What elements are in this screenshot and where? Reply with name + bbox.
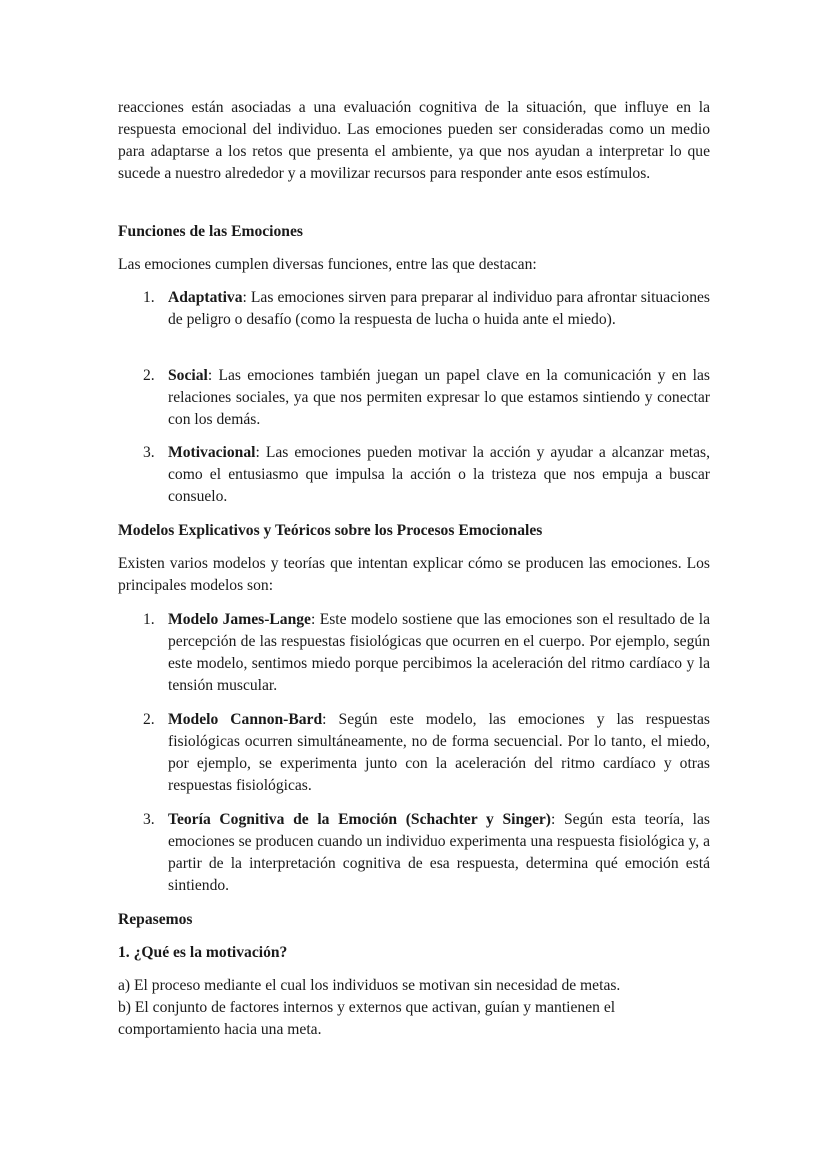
funciones-item-3-term: Motivacional [168,444,256,461]
funciones-item-3 [168,442,710,508]
modelos-item-3-text: : Según esta teoría, las emociones se producen cuando un individuo experimenta una respuesta fisiológica y, a partir de la interpretación cognitiva de esa respuesta, determina qué emoción está sintiendo. [168,811,711,894]
modelos-item-1-term: Modelo James-Lange [168,611,311,628]
modelos-item-3-term: Teoría Cognitiva de la Emoción (Schachter y Singer) [168,811,551,828]
funciones-item-2-number: 2. [143,367,155,384]
repasemos-heading: Repasemos [118,911,193,928]
modelos-item-3-number: 3. [143,811,155,828]
modelos-item-2-term: Modelo Cannon-Bard [168,711,323,728]
intro-paragraph: reacciones están asociadas a una evaluación cognitiva de la situación, que influye en la respuesta emocional del individuo. Las emociones pueden ser consideradas como un medio para adaptarse a los retos que presenta el ambiente, ya que nos ayudan a interpretar lo que sucede a nuestro alrededor y a movilizar recursos para responder ante esos estímulos. [118,99,710,182]
funciones-item-2 [168,365,710,431]
funciones-item-1 [168,287,710,331]
modelos-item-1-number: 1. [143,611,155,628]
modelos-item-2 [168,709,710,797]
modelos-item-2-number: 2. [143,711,155,728]
modelos-intro: Existen varios modelos y teorías que intentan explicar cómo se producen las emociones. Los principales modelos son: [118,555,710,594]
modelos-item-1-text: : Este modelo sostiene que las emociones son el resultado de la percepción de las respuestas fisiológicas que ocurren en el cuerpo. Por ejemplo, según este modelo, sentimos miedo porque percibimos la aceleración del ritmo cardíaco y la tensión muscular. [168,611,710,694]
option-b: b) El conjunto de factores internos y externos que activan, guían y mantienen el comportamiento hacia una meta. [118,999,616,1038]
funciones-item-3-number: 3. [143,444,155,461]
modelos-item-1 [168,609,710,697]
funciones-item-2-text: : Las emociones también juegan un papel clave en la comunicación y en las relaciones sociales, ya que nos permiten expresar lo que estamos sintiendo y conectar con los demás. [168,367,710,428]
funciones-item-1-number: 1. [143,289,155,306]
funciones-intro: Las emociones cumplen diversas funciones, entre las que destacan: [118,256,537,273]
funciones-heading: Funciones de las Emociones [118,223,303,240]
modelos-item-2-text: : Según este modelo, las emociones y las respuestas fisiológicas ocurren simultáneamente, no de forma secuencial. Por lo tanto, el miedo, por ejemplo, se experimenta junto con la aceleración del ritmo cardíaco y otras respuestas fisiológicas. [168,711,710,794]
modelos-heading: Modelos Explicativos y Teóricos sobre los Procesos Emocionales [118,522,543,539]
question-1: 1. ¿Qué es la motivación? [118,944,288,961]
funciones-item-2-term: Social [168,367,208,384]
funciones-item-1-term: Adaptativa [168,289,243,306]
funciones-item-3-text: : Las emociones pueden motivar la acción y ayudar a alcanzar metas, como el entusiasmo que impulsa la acción o la tristeza que nos empuja a buscar consuelo. [168,444,710,505]
modelos-item-3 [168,809,710,897]
option-a: a) El proceso mediante el cual los individuos se motivan sin necesidad de metas. [118,977,621,994]
funciones-item-1-text: : Las emociones sirven para preparar al individuo para afrontar situaciones de peligro o desafío (como la respuesta de lucha o huida ante el miedo). [168,289,710,328]
